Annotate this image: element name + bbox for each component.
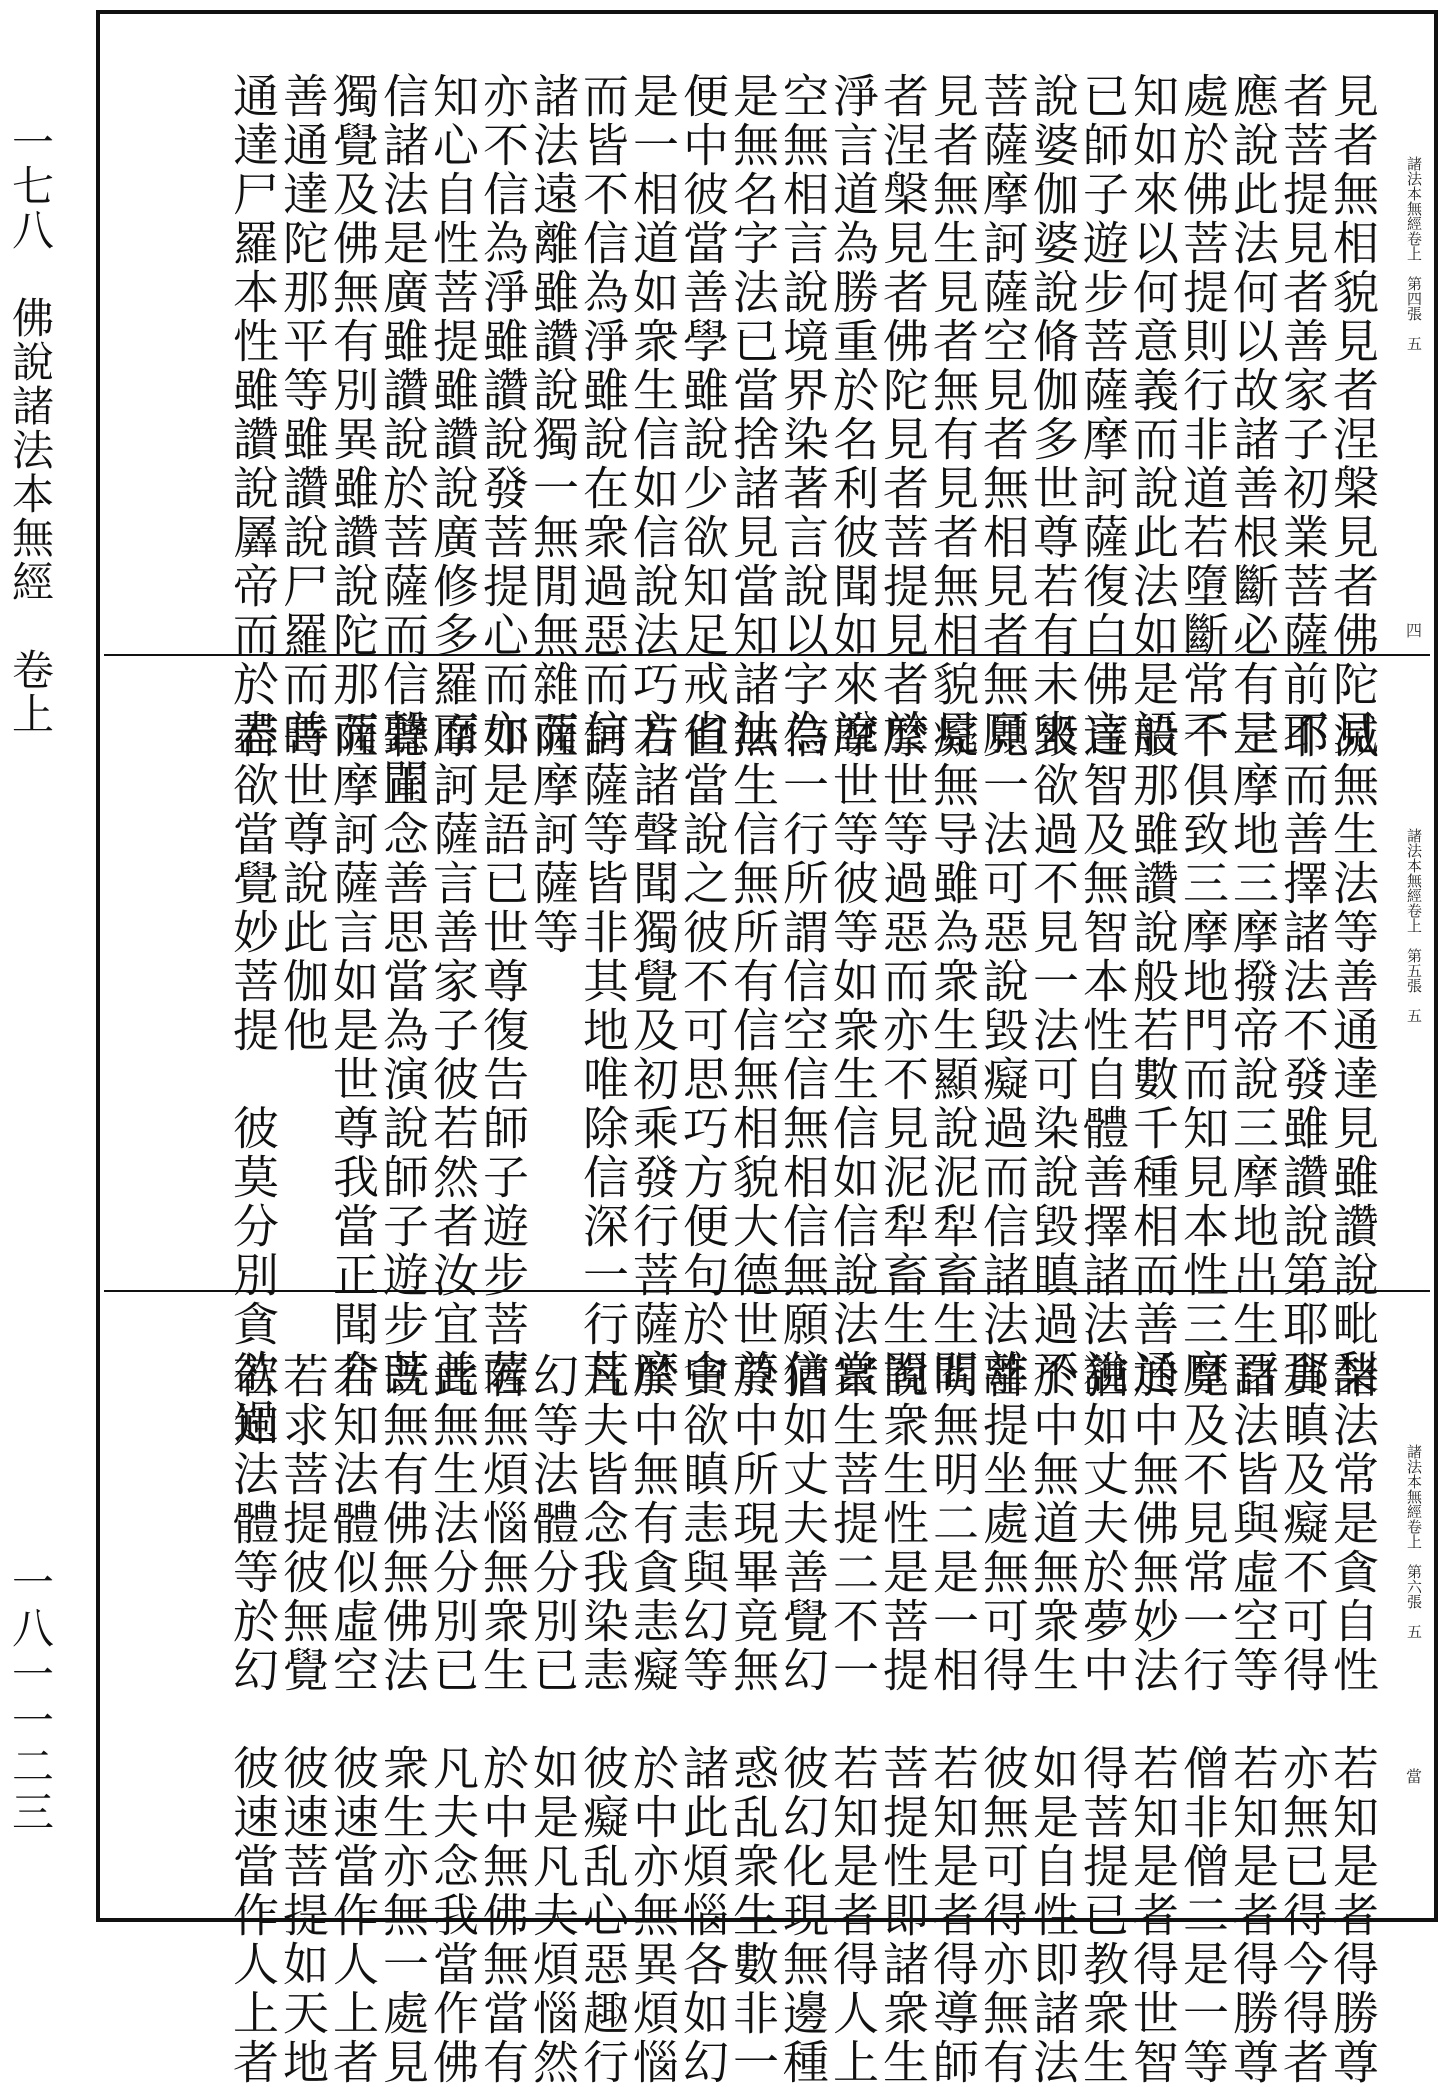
text-column: 通達尸羅本性雖讚說羼帝而於盡 <box>226 72 280 758</box>
page-frame <box>96 10 1438 2087</box>
verse-column: 貪欲瞋恚與幻等 諸此煩惱各如幻 <box>676 1352 730 2087</box>
text-column: 摩世等過惡而亦不見泥犁畜生閻 <box>876 712 930 1398</box>
margin-page-number: 一八一一二三 <box>6 1560 55 1836</box>
text-column: 滅無生法等善通達見雖讚說毗梨 <box>1326 712 1380 1398</box>
text-column: 如是語已世尊復告師子遊步菩薩 <box>476 712 530 1398</box>
text-column: 摩訶薩言善家子彼若然者汝宜善 <box>426 712 480 1398</box>
text-column: 者菩提見者善家子初業菩薩前不 <box>1276 72 1330 758</box>
text-column: 般那雖讚說般若數千種相而善通 <box>1126 712 1180 1398</box>
text-column: 亦不信為淨雖讚說發菩提心而亦 <box>476 72 530 758</box>
text-column: 處於佛菩提則行非道若墮斷常不 <box>1176 72 1230 758</box>
text-column: 三摩地三摩撥帝說三摩地出生百 <box>1226 712 1280 1398</box>
panel-header-3: 諸法本無經卷上 第六張 五 <box>1405 1444 1423 1639</box>
text-column: 耶而善擇諸法不發雖讚說第耶那 <box>1276 712 1330 1398</box>
verse-column: 幻等法體分別已 如是凡夫煩惱然 <box>526 1352 580 2087</box>
text-column: 若諸聲聞獨覺及初乘發行菩薩摩 <box>626 712 680 1398</box>
verse-column: 菩提坐處無可得 彼無可得亦無有 <box>976 1352 1030 2087</box>
text-column: 是一相道如衆生信如信說法巧方 <box>626 72 680 758</box>
verse-column: 若知法體等於幻 彼速當作人上者 <box>226 1352 280 2087</box>
text-column: 是無名字法已當捨諸見當知諸法 <box>726 72 780 758</box>
text-column: 千俱致三摩地門而知見本性三摩 <box>1176 712 1230 1398</box>
verse-column: 明無明二是一相 若知是者得導師 <box>926 1352 980 2087</box>
text-column: 若欲當覺妙菩提 彼莫分別貪欲過 <box>226 712 280 1447</box>
verse-column: 猶如丈夫善覺幻 彼幻化現無邊種 <box>776 1352 830 2087</box>
text-column: 說婆伽婆說脩伽多世尊若有未來 <box>1026 72 1080 758</box>
text-column: 空無相言說境界染著言說以字為 <box>776 72 830 758</box>
verse-column: 若知法體似虛空 彼速當作人上者 <box>326 1352 380 2087</box>
verse-column: 說衆生性是菩提 菩提性即諸衆生 <box>876 1352 930 2087</box>
text-column: 聽正念善思當為演說師子遊步菩 <box>376 712 430 1398</box>
corner-mark-3: 當 <box>1405 1767 1422 1786</box>
text-column: 癡無导雖為衆生顯說泥犁畜生閻 <box>926 712 980 1398</box>
verse-column: 若無煩惱無衆生 於中無佛無當有 <box>476 1352 530 2087</box>
text-column: 而皆不信為淨雖說在衆過惡而信 <box>576 72 630 758</box>
verse-column: 貪瞋及癡不可得 亦無已得今得者 <box>1276 1352 1330 2087</box>
corner-mark-1: 四 <box>1405 621 1422 640</box>
text-column: 諸法遠離雖讚說獨一無閒無雜而 <box>526 72 580 758</box>
verse-column: 於中無道無衆生 如是自性即諸法 <box>1026 1352 1080 2087</box>
margin-title: 一七八 佛說諸法本無經 卷上 <box>6 120 55 736</box>
verse-column: 諸法常是貪自性 若知是者得勝尊 <box>1326 1352 1380 2087</box>
text-column: 無生信無所有信無相貌大德世尊 <box>726 712 780 1398</box>
text-panel-2 <box>104 658 1430 1447</box>
text-column: 者涅槃見者佛陀見者菩提見者於 <box>876 72 930 758</box>
text-column: 見者無生見者無有見者無相貌見 <box>926 72 980 758</box>
text-columns-3 <box>228 1352 1378 2087</box>
text-column: 薩摩訶薩等 <box>526 712 580 957</box>
text-column: 見者無相貌見者涅槃見者佛陀見 <box>1326 72 1380 758</box>
text-column: 但當說之彼不可思巧方便句於中 <box>676 712 730 1398</box>
verse-column: 猶如丈夫於夢中 得菩提已教衆生 <box>1076 1352 1130 2087</box>
verse-column: 凡夫皆念我染恚 彼癡乱心惡趣行 <box>576 1352 630 2087</box>
verse-column: 衆生菩提二不一 若知是者得人上 <box>826 1352 880 2087</box>
verse-column: 既無有佛無佛法 衆生亦無一處見 <box>376 1352 430 2087</box>
panel-header-2: 諸法本無經卷上 第五張 五 <box>1405 828 1423 1023</box>
text-column: 知如來以何意義而說此法如是語 <box>1126 72 1180 758</box>
text-column: 獨覺及佛無有別異雖讚說陀那而 <box>326 72 380 758</box>
verse-column: 若求菩提彼無覺 彼速菩提如天地 <box>276 1352 330 2087</box>
text-column: 時世尊說此伽他 <box>276 712 330 1055</box>
text-column: 淨言道為勝重於名利彼聞如來說 <box>826 72 880 758</box>
text-column: 訶薩等皆非其地唯除信深一行菩 <box>576 712 630 1398</box>
verse-column: 於中無佛無妙法 若知是者得世智 <box>1126 1352 1180 2087</box>
verse-column: 見及不見常一行 僧非僧二是一等 <box>1176 1352 1230 2087</box>
text-column: 達智及無智本性自體善擇諸法說 <box>1076 712 1130 1398</box>
panel-header-1: 諸法本無經卷上 第四張 五 <box>1405 156 1423 351</box>
text-column: 便中彼當善學雖說少欲知足戒省 <box>676 72 730 758</box>
text-column: 應說此法何以故諸善根斷必有是 <box>1226 72 1280 758</box>
text-column: 信諸法是廣雖讚說於菩薩而信聲聞 <box>376 72 430 807</box>
text-column: 毀欲過不見一法可染說毀瞋過不 <box>1026 712 1080 1398</box>
text-column: 知心自性菩提雖讚說廣修多羅而 <box>426 72 480 758</box>
text-column: 見一法可惡說毀癡過而信諸法離 <box>976 712 1030 1398</box>
verse-column: 諸法皆與虛空等 若知是者得勝尊 <box>1226 1352 1280 2087</box>
verse-column: 於中無有貪恚癡 於中亦無異煩惱 <box>626 1352 680 2087</box>
text-column: 菩薩摩訶薩空見者無相見者無願 <box>976 72 1030 758</box>
verse-column: 此無生法分別已 凡夫念我當作佛 <box>426 1352 480 2087</box>
text-column: 信一行所謂信空信無相信無願信 <box>776 712 830 1398</box>
text-column: 薩摩訶薩言如是世尊我當正聞介 <box>326 712 380 1398</box>
text-column: 善通達陀那平等雖讚說尸羅而善 <box>276 72 330 758</box>
text-column: 已師子遊步菩薩摩訶薩復白佛言 <box>1076 72 1130 758</box>
verse-column: 於中所現畢竟無 惑乱衆生數非一 <box>726 1352 780 2087</box>
text-panel-1 <box>104 18 1430 807</box>
text-panel-3 <box>104 1294 1430 2087</box>
text-column: 摩世等彼等如衆生信如信說法當 <box>826 712 880 1398</box>
